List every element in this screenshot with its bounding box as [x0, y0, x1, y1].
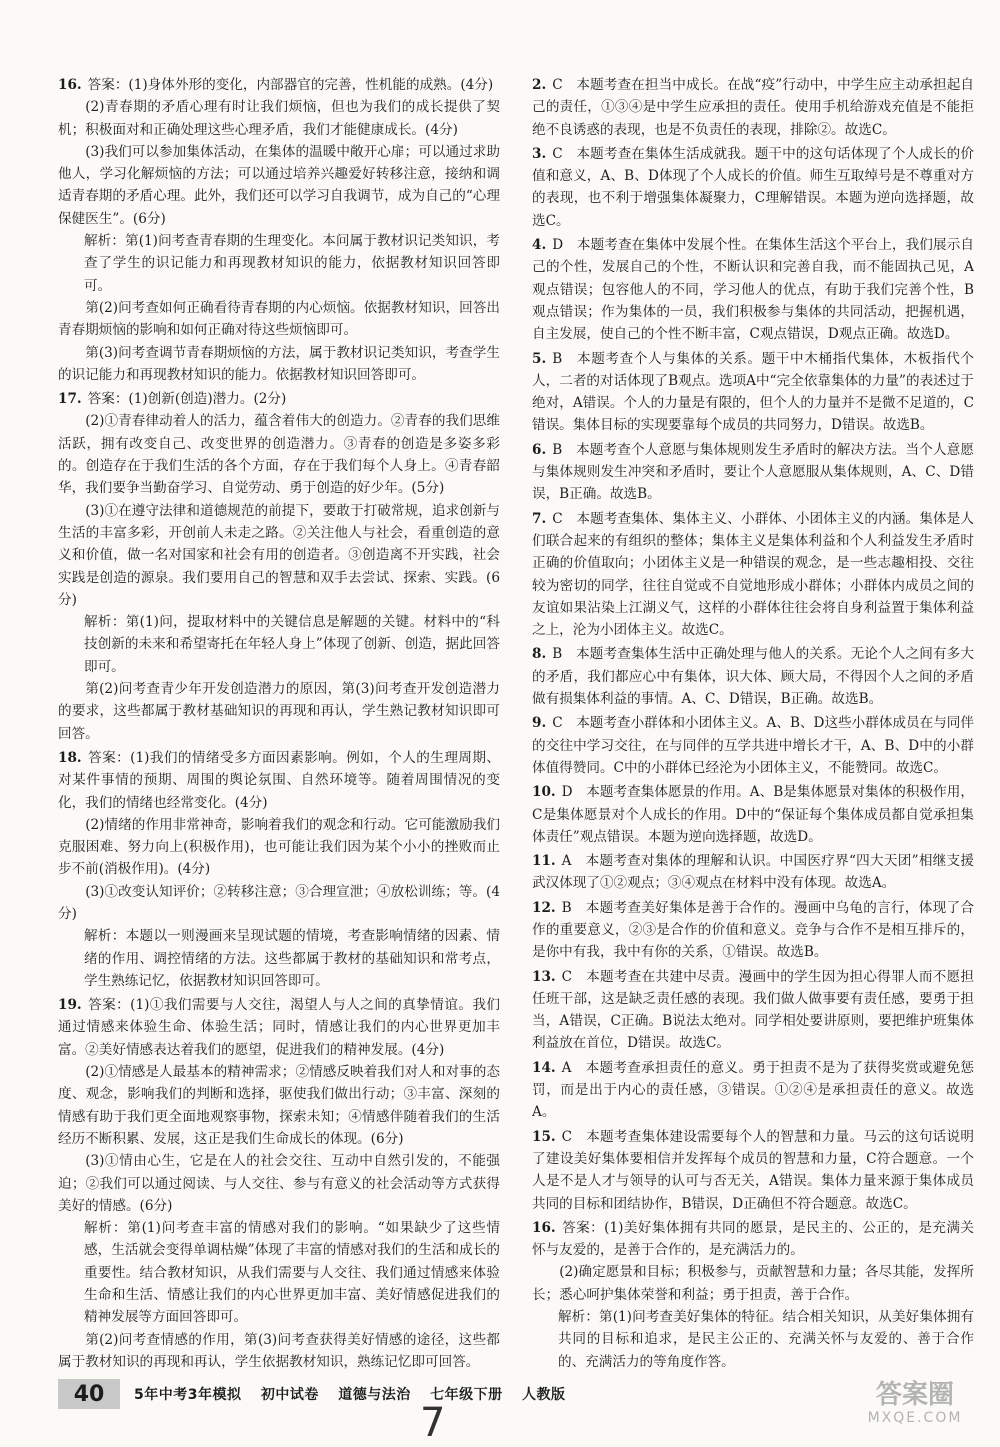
answer-item: 11. A 本题考查对集体的理解和认识。中国医疗界“四大天团”相继支援武汉体现了①②观点；③④观点在材料中没有体现。故选A。	[532, 853, 974, 892]
question-number: 11.	[532, 853, 556, 870]
answer-item: 8. B 本题考查集体生活中正确处理与他人的关系。无论个人之间有多大的矛盾，我们都应心中有集体，识大体、顾大局，不得因个人之间的矛盾做有损集体利益的事情。A、C、D错误，B正确。故选B。	[532, 646, 974, 708]
answer-item: 4. D 本题考查在集体中发展个性。在集体生活这个平台上，我们展示自己的个性，发展自己的个性，不断认识和完善自我，而不能固执己见，A观点错误；包容他人的不同，学习他人的优点，有助于我们完善个性，B观点错误；作为集体的一员，我们积极参与集体的共同活动，把握机遇，自主发展，使自己的个性不断丰富，C观点错误，D观点正确。故选D。	[532, 237, 974, 343]
question-number: 2.	[532, 77, 547, 93]
left-column	[58, 74, 500, 1374]
question-number: 18.	[58, 749, 82, 766]
page-number: 40	[58, 1379, 120, 1409]
answer-item: 7. C 本题考查集体、集体主义、小群体、小团体主义的内涵。集体是人们联合起来的有组织的整体；集体主义是集体利益和个人利益发生矛盾时正确的价值取向；小团体主义是一种错误的观念，是一些志趣相投、交往较为密切的同学，往往自觉或不自觉地形成小群体；小群体内成员之间的友谊如果沾染上江湖义气，这样的小群体往往会将自身利益置于集体利益之上，沦为小团体主义。故选C。	[532, 510, 974, 639]
answer-item: 9. C 本题考查小群体和小团体主义。A、B、D这些小群体成员在与同伴的交往中学习交往，在与同伴的互学共进中增长才干，A、B、D中的小群体值得赞同。C中的小群体已经沦为小团体主义，不能赞同。故选C。	[532, 715, 974, 776]
question-number: 10.	[532, 784, 556, 801]
question-number: 12.	[532, 899, 556, 916]
page-footer	[58, 1377, 658, 1411]
question-number: 16.	[58, 77, 82, 93]
question-number: 16.	[532, 1219, 556, 1236]
question-number: 14.	[532, 1059, 556, 1076]
answer-q16: 16. 答案：(1)身体外形的变化，内部器官的完善，性机能的成熟。(4分) (2)青春期的矛盾心理有时让我们烦恼，但也为我们的成长提供了契机；积极面对和正确处理这些心理矛盾，我们才能健康成长。(4分) (3)我们可以参加集体活动，在集体的温暖中敞开心扉；可以通过求助他人，学习化解烦恼的方法；可以通过培养兴趣爱好转移注意，接纳和调适青春期的矛盾心理。此外，我们还可以学习自我调节，成为自己的“心理保健医生”。(6分) 解析：第(1)问考查青春期的生理变化。本问属于教材识记类知识，考查了学生的识记能力和再现教材知识的能力，依据教材知识回答即可。 第(2)问考查如何正确看待青春期的内心烦恼。依据教材知识，回答出青春期烦恼的影响和如何正确对待这些烦恼即可。 第(3)问考查调节青春期烦恼的方法，属于教材识记类知识，考查学生的识记能力和再现教材知识的能力。依据教材知识回答即可。	[58, 77, 500, 383]
answer-item: 13. C 本题考查在共建中尽责。漫画中的学生因为担心得罪人而不愿担任班干部，这是缺乏责任感的表现。我们做人做事要有责任感，要勇于担当，A错误，C正确。B说法太绝对。同学相处要讲原则，要把维护班集体利益放在首位，D错误。故选C。	[532, 968, 974, 1052]
right-column	[532, 74, 974, 1374]
question-number: 4.	[532, 237, 547, 254]
question-number: 6.	[532, 441, 547, 458]
question-number: 3.	[532, 145, 547, 162]
answer-item: 6. B 本题考查个人意愿与集体规则发生矛盾时的解决方法。当个人意愿与集体规则发生冲突和矛盾时，要让个人意愿服从集体规则，A、C、D错误，B正确。故选B。	[532, 441, 974, 503]
question-number: 9.	[532, 715, 547, 732]
answer-item: 14. A 本题考查承担责任的意义。勇于担责不是为了获得奖赏或避免惩罚，而是出于内心的责任感，③错误。①②④是承担责任的意义。故选A。	[532, 1059, 974, 1121]
question-number: 19.	[58, 997, 82, 1014]
answer-list	[532, 74, 974, 1215]
answer-item: 5. B 本题考查个人与集体的关系。题干中木桶指代集体，木板指代个人，二者的对话体现了B观点。选项A中“完全依靠集体的力量”的表述过于绝对，A错误。个人的力量是有限的，但个人的力量并不是微不足道的，C错误。集体目标的实现要靠每个成员的共同努力，D错误。故选B。	[532, 350, 974, 434]
question-number: 5.	[532, 350, 547, 367]
site-watermark: 答案圈 MXQE.COM	[867, 1380, 963, 1426]
answer-page	[58, 74, 974, 1374]
question-number: 8.	[532, 646, 547, 663]
answer-item: 10. D 本题考查集体愿景的作用。A、B是集体愿景对集体的积极作用，C是集体愿景对个人成长的作用。D中的“保证每个集体成员都自觉承担集体责任”观点错误。本题为逆向选择题，故选D。	[532, 784, 974, 845]
question-number: 17.	[58, 391, 82, 408]
answer-item: 2. C 本题考查在担当中成长。在战“疫”行动中，中学生应主动承担起自己的责任，①③④是中学生应承担的责任。使用手机给游戏充值是不能拒绝不良诱惑的表现，也是不负责任的表现，排除②。故选C。	[532, 77, 974, 138]
question-number: 13.	[532, 968, 556, 985]
book-info: 5年中考3年模拟 初中试卷 道德与法治 七年级下册 人教版	[134, 1387, 566, 1403]
answer-q18: 18. 答案：(1)我们的情绪受多方面因素影响。例如，个人的生理周期、对某件事情的预期、周围的舆论氛围、自然环境等。随着周围情况的变化，我们的情绪也经常变化。(4分) (2)情绪的作用非常神奇，影响着我们的观念和行动。它可能激励我们克服困难、努力向上(积极作用)，也可能让我们因为某个小小的挫败而止步不前(消极作用)。(4分) (3)①改变认知评价；②转移注意；③合理宣泄；④放松训练；等。(4分) 解析：本题以一则漫画来呈现试题的情境，考查影响情绪的因素、情绪的作用、调控情绪的方法。这些都属于教材的基础知识和常考点，学生熟练记忆，依据教材知识回答即可。	[58, 749, 500, 989]
answer-item: 15. C 本题考查集体建设需要每个人的智慧和力量。马云的这句话说明了建设美好集体要相信并发挥每个成员的智慧和力量，C符合题意。一个人是不是人才与领导的认可与否无关，A错误。集体力量来源于集体成员共同的目标和团结协作，B错误，D正确但不符合题意。故选C。	[532, 1128, 974, 1212]
answer-item: 12. B 本题考查美好集体是善于合作的。漫画中乌龟的言行，体现了合作的重要意义，②③是合作的价值和意义。竞争与合作不是相互排斥的，是你中有我，我中有你的关系，①错误。故选B。	[532, 899, 974, 961]
answer-q16-right: 16. 答案：(1)美好集体拥有共同的愿景，是民主的、公正的，是充满关怀与友爱的，是善于合作的，是充满活力的。 (2)确定愿景和目标；积极参与，贡献智慧和力量；各尽其能，发挥所长；悉心呵护集体荣誉和利益；勇于担责，善于合作。 解析：第(1)问考查美好集体的特征。结合相关知识，从美好集体拥有共同的目标和追求，是民主公正的、充满关怀与友爱的、善于合作的、充满活力的等角度作答。	[532, 1219, 974, 1370]
answer-q17: 17. 答案：(1)创新(创造)潜力。(2分) (2)①青春律动着人的活力，蕴含着伟大的创造力。②青春的我们思维活跃，拥有改变自己、改变世界的创造潜力。③青春的创造是多姿多彩的。创造存在于我们生活的各个方面，存在于我们每个人身上。④青春韶华，我们要争当勤奋学习、自觉劳动、勇于创造的好少年。(5分) (3)①在遵守法律和道德规范的前提下，要敢于打破常规，追求创新与生活的丰富多彩，开创前人未走之路。②关注他人与社会，看重创造的意义和价值，做一名对国家和社会有用的创造者。③创造离不开实践，社会实践是创造的源泉。我们要用自己的智慧和双手去尝试、探索、实践。(6分) 解析：第(1)问，提取材料中的关键信息是解题的关键。材料中的“科技创新的未来和希望寄托在年轻人身上”体现了创新、创造，据此回答即可。 第(2)问考查青少年开发创造潜力的原因，第(3)问考查开发创造潜力的要求，这些都属于教材基础知识的再现和再认，学生熟记教材知识即可回答。	[58, 391, 500, 742]
answer-item: 3. C 本题考查在集体生活成就我。题干中的这句话体现了个人成长的价值和意义，A、B、D体现了个人成长的价值。师生互取绰号是不尊重对方的表现，也不利于增强集体凝聚力，C理解错误。本题为逆向选择题，故选C。	[532, 145, 974, 229]
question-number: 7.	[532, 510, 547, 527]
answer-q19: 19. 答案：(1)①我们需要与人交往，渴望人与人之间的真挚情谊。我们通过情感来体验生命、体验生活；同时，情感让我们的内心世界更加丰富。②美好情感表达着我们的愿望，促进我们的精神发展。(4分) (2)①情感是人最基本的精神需求；②情感反映着我们对人和对事的态度、观念，影响我们的判断和选择，驱使我们做出行动；③丰富、深刻的情感有助于我们更全面地观察事物，探索未知；④情感伴随着我们的生活经历不断积累、发展，这正是我们生命成长的体现。(6分) (3)①情由心生，它是在人的社会交往、互动中自然引发的，不能强迫；②我们可以通过阅读、与人交往、参与有意义的社会活动等方式获得美好的情感。(6分) 解析：第(1)问考查丰富的情感对我们的影响。“如果缺少了这些情感，生活就会变得单调枯燥”体现了丰富的情感对我们的生活和成长的重要性。结合教材知识，从我们需要与人交往、我们通过情感来体验生命和生活、情感让我们的内心世界更加丰富、美好情感促进我们的精神发展等方面回答即可。 第(2)问考查情感的作用，第(3)问考查获得美好情感的途径，这些都属于教材知识的再现和再认，学生依据教材知识，熟练记忆即可回答。	[58, 997, 500, 1370]
handwritten-mark: 7	[420, 1400, 446, 1446]
question-number: 15.	[532, 1128, 556, 1145]
